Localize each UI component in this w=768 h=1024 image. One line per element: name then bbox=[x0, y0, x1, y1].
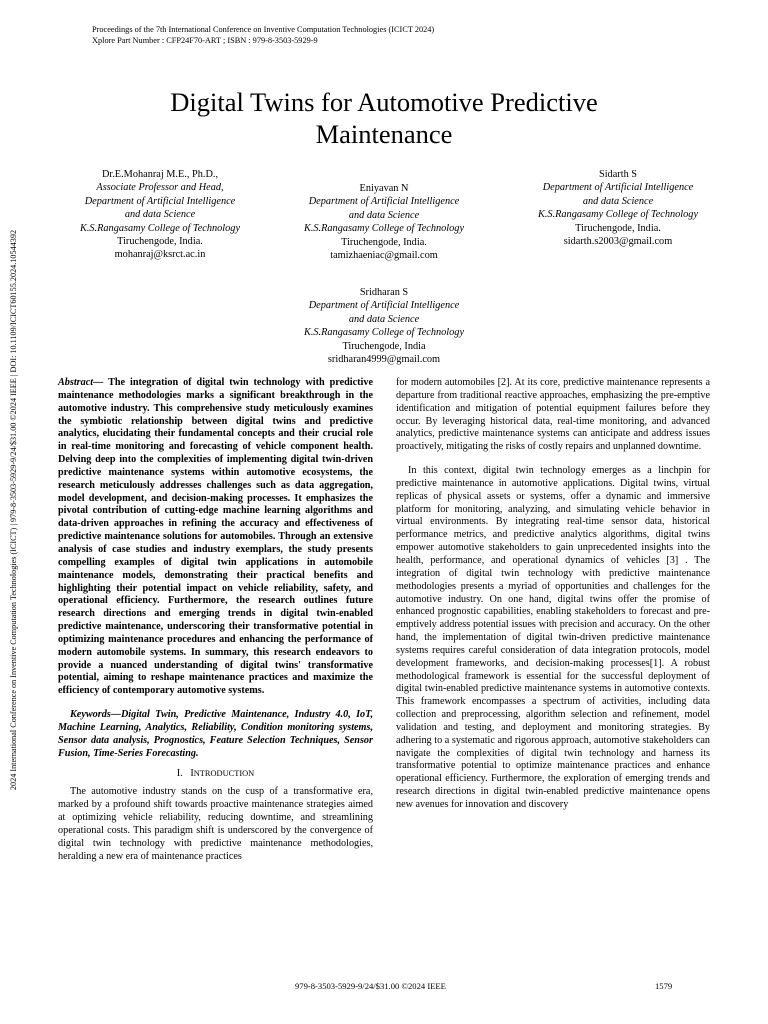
author-dept: Department of Artificial Intelligence bbox=[84, 195, 236, 207]
author-dept: Department of Artificial Intelligence bbox=[308, 196, 460, 208]
intro-paragraph: The automotive industry stands on the cusp of a transformative era, marked by a profound shift towards proactive maintenance strategies aimed at optimizing vehicle reliability, reducing downtime, and streamlining operational costs. This paradigm shift is underscored by the convergence of digital twin technology with predictive maintenance methodologies, heralding a new era of maintenance practices bbox=[58, 786, 373, 862]
author-role: Associate Professor and Head, bbox=[96, 182, 224, 194]
author-dept: Department of Artificial Intelligence bbox=[542, 182, 694, 194]
author-block-1 bbox=[50, 168, 270, 262]
author-name: Eniyavan N bbox=[359, 183, 409, 194]
author-city: Tiruchengode, India bbox=[342, 340, 426, 352]
keywords: Keywords—Digital Twin, Predictive Maintenance, Industry 4.0, IoT, Machine Learning, Analytics, Reliability, Condition monitoring systems, Sensor data analysis, Prognostics, Feature Selection Techniques, Sensor Fusion, Time-Series Forecasting. bbox=[58, 709, 373, 759]
right-column bbox=[396, 377, 710, 812]
right-paragraph-2: In this context, digital twin technology emerges as a linchpin for predictive maintenance in automotive applications. Digital twins, virtual replicas of physical assets or systems, offer a dynamic and immersive platform for monitoring, analyzing, and simulating vehicle behavior in virtual environments. By integrating real-time sensor data, historical performance metrics, and predictive analytics algorithms, digital twins empower automotive stakeholders to gain unprecedented insights into the health, performance, and operational dynamics of vehicles [3] . The integration of digital twin technology with predictive maintenance methodologies presents a myriad of opportunities and challenges for the automotive industry. On one hand, digital twins offer the promise of enhanced prognostic capabilities, enabling stakeholders to forecast and pre-emptively address potential issues with precision and accuracy. On the other hand, the implementation of digital twin-driven predictive maintenance systems requires careful consideration of data integration protocols, model development frameworks, and decision-making processes[1]. A robust methodological framework is essential for the successful deployment of digital twin-enabled predictive maintenance systems in automotive contexts. This framework encompasses a spectrum of activities, including data collection and preprocessing, algorithm selection and refinement, model validation and testing, and deployment and monitoring strategies. By adhering to a systematic and rigorous approach, automotive stakeholders can navigate the complexities of digital twin technology and harness its transformative potential to optimize maintenance practices and enhance operational efficiency. Furthermore, the exploration of emerging trends and research directions in digital twin-enabled predictive maintenance opens new avenues for innovation and discovery bbox=[396, 465, 710, 810]
author-block-3 bbox=[508, 168, 728, 248]
author-college: K.S.Rangasamy College of Technology bbox=[303, 223, 465, 235]
author-dept-2: and data Science bbox=[582, 195, 654, 207]
author-college: K.S.Rangasamy College of Technology bbox=[537, 209, 699, 221]
author-block-2 bbox=[274, 182, 494, 262]
author-name: Dr.E.Mohanraj M.E., Ph.D., bbox=[101, 169, 219, 180]
conference-header bbox=[92, 24, 652, 46]
title-line-1: Digital Twins for Automotive Predictive bbox=[170, 87, 598, 117]
title-line-2: Maintenance bbox=[315, 119, 453, 149]
author-college: K.S.Rangasamy College of Technology bbox=[303, 327, 465, 339]
paper-title bbox=[60, 86, 708, 150]
footer-copyright: 979-8-3503-5929-9/24/$31.00 ©2024 IEEE bbox=[295, 981, 446, 991]
author-email: sridharan4999@gmail.com bbox=[327, 354, 441, 366]
section-initial: I bbox=[190, 768, 194, 780]
author-college: K.S.Rangasamy College of Technology bbox=[79, 222, 241, 234]
page-number: 1579 bbox=[655, 981, 673, 991]
author-email: tamizhaeniac@gmail.com bbox=[330, 250, 438, 262]
author-city: Tiruchengode, India. bbox=[117, 236, 203, 248]
abstract-lead: Abstract— bbox=[58, 377, 104, 388]
doi-side-strip: 2024 International Conference on Inventive Computation Technologies (ICICT) | 979-8-3503-5929-9/24/$31.00 ©2024 IEEE | DOI: 10.1109/ICICT60155.2024.10544392 bbox=[9, 229, 18, 791]
author-city: Tiruchengode, India. bbox=[575, 222, 661, 234]
isbn-line: Xplore Part Number : CFP24F70-ART ; ISBN : 979-8-3503-5929-9 bbox=[92, 36, 318, 45]
section-title-rest: NTRODUCTION bbox=[193, 769, 255, 779]
author-city: Tiruchengode, India. bbox=[341, 236, 427, 248]
left-column bbox=[58, 377, 373, 863]
right-paragraph-1: for modern automobiles [2]. At its core, predictive maintenance represents a departure from traditional reactive approaches, emphasizing the pre-emptive identification and mitigation of potential equipment failures before they occur. By leveraging historical data, real-time monitoring, and advanced analytics, predictive maintenance systems can anticipate and address issues proactively, mitigating the risks of costly repairs and unplanned downtime. bbox=[396, 377, 710, 453]
proceedings-line: Proceedings of the 7th International Conference on Inventive Computation Technologies (ICICT 2024) bbox=[92, 25, 435, 34]
author-block-4 bbox=[274, 286, 494, 366]
author-name: Sidarth S bbox=[598, 169, 638, 180]
section-number: I. bbox=[176, 768, 183, 780]
author-dept-2: and data Science bbox=[124, 209, 196, 221]
author-email: mohanraj@ksrct.ac.in bbox=[114, 249, 206, 261]
abstract-body: The integration of digital twin technology with predictive maintenance methodologies marks a significant breakthrough in the automotive industry. This comprehensive study meticulously examines the symbiotic relationship between digital twins and predictive analytics, elucidating their fundamental concepts and their crucial role in real-time monitoring and forecasting of vehicle component health. Delving deep into the complexities of implementing digital twin-driven predictive maintenance systems within automotive ecosystems, the research meticulously addresses challenges such as data aggregation, model development, and decision-making processes. It emphasizes the pivotal contribution of cutting-edge machine learning algorithms and data-driven approaches in refining the accuracy and effectiveness of predictive maintenance solutions for automobiles. Through an extensive analysis of case studies and industry exemplars, the study presents compelling examples of digital twin applications in automobile maintenance models, demonstrating their practical benefits and highlighting their potential impact on vehicle reliability, safety, and operational efficiency. Furthermore, the research outlines future research directions and emerging trends in digital twin-enabled predictive maintenance, underscoring their transformative potential in optimizing maintenance procedures and enhancing the performance of modern automobile systems. In summary, this research endeavors to provide a nuanced understanding of digital twins' transformative potential, aiming to reshape maintenance practices and maximize the efficiency of contemporary automotive systems. bbox=[58, 377, 373, 697]
abstract bbox=[58, 377, 373, 698]
author-dept-2: and data Science bbox=[348, 209, 420, 221]
author-dept: Department of Artificial Intelligence bbox=[308, 300, 460, 312]
author-email: sidarth.s2003@gmail.com bbox=[563, 236, 673, 248]
section-heading-introduction bbox=[58, 768, 373, 781]
author-name: Sridharan S bbox=[359, 287, 409, 298]
author-dept-2: and data Science bbox=[348, 313, 420, 325]
